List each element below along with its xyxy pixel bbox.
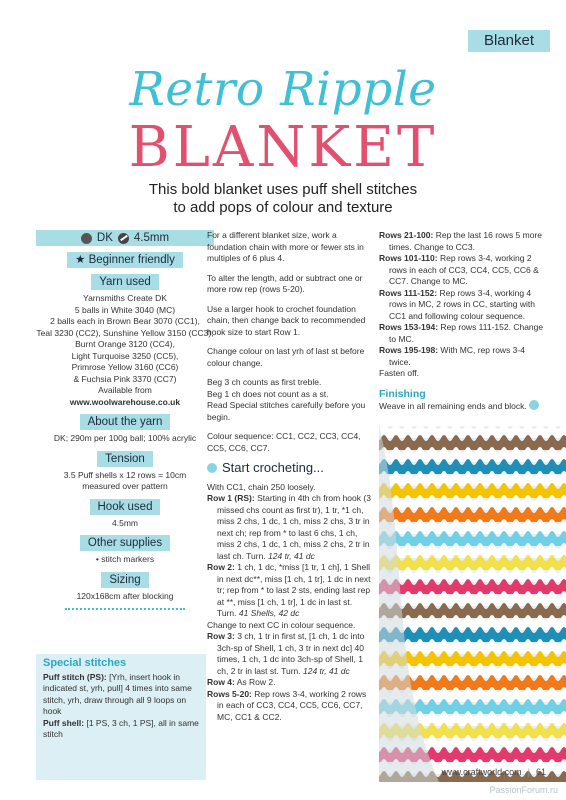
supplies-heading: Other supplies (80, 535, 170, 551)
puff-stitch-term: Puff stitch (PS): (43, 671, 107, 682)
start-intro: With CC1, chain 250 loosely. (207, 481, 316, 492)
yarn-used-heading: Yarn used (91, 274, 159, 290)
yarn-line: Primrose Yellow 3160 (CC6) (71, 362, 179, 372)
hook-section (36, 499, 214, 530)
hook-icon (118, 233, 129, 244)
rows-195-198 (379, 345, 549, 368)
rows-153-194 (379, 322, 549, 345)
row-label: Rows 5-20: (207, 688, 252, 699)
end-dot-icon (529, 400, 539, 410)
materials-column (36, 230, 214, 610)
note-beg-1ch: Beg 1 ch does not count as a st. (207, 388, 329, 399)
about-yarn-text: DK; 290m per 100g ball; 100% acrylic (53, 433, 197, 443)
page-number: 61 (535, 767, 546, 777)
supplies-text: • stitch markers (95, 554, 155, 564)
row-label: Rows 111-152: (379, 287, 438, 298)
tension-line-1: 3.5 Puff shells x 12 rows = 10cm (63, 469, 187, 480)
row-label: Rows 153-194: (379, 322, 439, 332)
spec-header (36, 230, 214, 246)
row-label: Rows 195-198: (379, 345, 439, 355)
note-hook: Use a larger hook to crochet foundation chain, then change back to recommended hook size to start Row 1. (207, 303, 366, 337)
sizing-section (36, 572, 214, 603)
note-length: To alter the length, add or subtract one or more row rep (rows 5-20). (207, 272, 363, 294)
supplies-section (36, 535, 214, 566)
yarn-line: Light Turquoise 3250 (CC5), (71, 350, 179, 361)
row-label: Row 2: (207, 562, 235, 572)
note-special: Read Special stitches carefully before you begin. (207, 400, 366, 422)
sizing-text: 120x168cm after blocking (76, 590, 174, 601)
continued-column (379, 230, 549, 413)
row-label: Row 1 (RS): (207, 493, 255, 503)
row-count: 124 tr, 41 dc (302, 665, 350, 676)
note-beg-3ch: Beg 3 ch counts as first treble. (207, 377, 322, 387)
row-1 (207, 493, 373, 562)
special-stitches-heading: Special stitches (43, 657, 127, 669)
row-label: Row 4: (207, 677, 235, 687)
row-text: Rep rows 3-4, working 2 rows in each of CC3, CC4, CC5, CC6 & CC7. Change to MC. (389, 253, 539, 286)
dotted-divider (65, 608, 185, 610)
bullet-dot-icon (207, 463, 217, 473)
finishing-text-body: Weave in all remaining ends and block. (379, 401, 527, 411)
start-crocheting-heading (207, 462, 373, 474)
yarn-ball-icon (81, 233, 92, 244)
puff-stitch-text: [Yrh, insert hook in indicated st, yrh, pull] 4 times into same stitch, yrh, draw through all 9 loops on hook (43, 671, 192, 716)
yarn-weight: DK (96, 232, 113, 244)
yarn-line: & Fuchsia Pink 3370 (CC7) (73, 373, 177, 384)
sizing-heading: Sizing (101, 572, 148, 588)
special-stitches-box (36, 654, 206, 780)
row-text: 3 ch, 1 tr in first st, [1 ch, 1 dc into 3ch-sp of Shell, 1 ch, 3 tr in next dc] 40 times, 1 ch, 1 dc into 3ch-sp of Shell, 1 ch, 2 tr in last st. Turn. (217, 631, 365, 676)
row-text: Rep rows 111-152. Change to MC. (389, 322, 544, 344)
hook-spec: 4.5mm (133, 232, 170, 244)
footer-site[interactable]: www.craftworld.com (441, 767, 522, 777)
hook-text: 4.5mm (112, 517, 138, 528)
about-yarn-heading: About the yarn (80, 414, 171, 430)
puff-stitch-definition (43, 672, 199, 718)
subtitle (0, 181, 566, 217)
row-text: 1 ch, 1 dc, *miss [1 tr, 1 ch], 1 Shell in next dc**, miss [1 ch, 1 tr], 1 dc in next tr; rep from * to last 2 sts, ending last rep at **, miss [1 ch, 1 tr], 1 dc in last st. Turn. (217, 562, 371, 618)
yarn-line: Available from (98, 385, 152, 395)
start-heading-text: Start crocheting... (222, 460, 324, 475)
tension-section (36, 451, 214, 493)
colour-sequence: Colour sequence: CC1, CC2, CC3, CC4, CC5, CC6, CC7. (207, 431, 361, 453)
finishing-text (379, 400, 549, 413)
rows-111-152 (379, 288, 549, 323)
rows-101-110 (379, 253, 549, 288)
row-text: As Row 2. (234, 677, 276, 687)
rows-21-100 (379, 230, 549, 253)
row-label: Row 3: (207, 631, 235, 641)
row-count: 124 tr, 41 dc (268, 550, 315, 561)
row-3 (207, 631, 373, 677)
fasten-off: Fasten off. (379, 368, 420, 378)
tension-line-2: measured over pattern (82, 481, 168, 491)
title-line-2: BLANKET (128, 115, 438, 180)
yarn-line: Teal 3230 (CC2), Sunshine Yellow 3150 (CC3), (36, 327, 214, 338)
row-label: Rows 21-100: (379, 230, 434, 240)
finishing-heading: Finishing (379, 387, 426, 400)
note-size: For a different blanket size, work a foundation chain with more or fewer sts in multiples of 6 plus 4. (207, 230, 364, 263)
row-2-note: Change to next CC in colour sequence. (207, 619, 356, 630)
blanket-photo (379, 426, 566, 782)
row-text: Rep rows 3-4, working 4 rows in MC, 2 rows in CC, starting with CC1 and following colour sequence. (389, 287, 535, 321)
yarn-used-section (36, 274, 214, 408)
row-text: With MC, rep rows 3-4 twice. (389, 345, 525, 367)
row-label: Rows 101-110: (379, 253, 438, 263)
yarn-line: 2 balls each in Brown Bear 3070 (CC1), (50, 316, 200, 326)
about-yarn-section (36, 414, 214, 445)
row-count: 41 Shells, 42 dc (238, 608, 300, 618)
yarn-line: 5 balls in White 3040 (MC) (74, 304, 176, 315)
footer-separator: | (527, 767, 530, 777)
instructions-column (207, 230, 373, 723)
supplier-link[interactable]: www.woolwarehouse.co.uk (69, 396, 181, 407)
watermark: PassionForum.ru (489, 785, 558, 795)
subtitle-line-2: to add pops of colour and texture (173, 199, 393, 216)
row-4 (207, 677, 373, 689)
footer (442, 767, 546, 777)
tension-heading: Tension (97, 451, 153, 467)
puff-shell-text: [1 PS, 3 ch, 1 PS], all in same stitch (43, 717, 199, 739)
section-tag: Blanket (468, 30, 550, 52)
subtitle-line-1: This bold blanket uses puff shell stitches (148, 181, 418, 198)
yarn-line: Burnt Orange 3120 (CC4), (75, 339, 175, 349)
puff-shell-definition (43, 718, 199, 741)
row-text: Rep the last 16 rows 5 more times. Change to CC3. (389, 230, 543, 252)
row-text: Rep rows 3-4, working 2 rows in each of CC3, CC4, CC5, CC6, CC7, MC, CC1 & CC2. (217, 688, 367, 722)
row-text: Starting in 4th ch from hook (3 missed chs count as first tr), 1 tr, *1 ch, miss 2 chs, 1 dc, 1 ch, miss 2 chs, 3 tr in next ch; rep from * to last 6 chs, 1 ch, miss 2 chs, 1 dc, 1 ch, miss 2 chs, 2 tr in last ch. Turn. (217, 493, 371, 561)
level-badge: ★ Beginner friendly (67, 252, 183, 268)
puff-shell-term: Puff shell: (43, 717, 85, 728)
row-2 (207, 562, 373, 620)
blanket-photo-illustration (379, 426, 566, 782)
rows-5-20 (207, 689, 373, 724)
yarn-line: Yarnsmiths Create DK (83, 293, 167, 303)
title-line-1: Retro Ripple (129, 62, 437, 117)
note-colour-change: Change colour on last yrh of last st before colour change. (207, 346, 365, 368)
hook-heading: Hook used (90, 499, 161, 515)
